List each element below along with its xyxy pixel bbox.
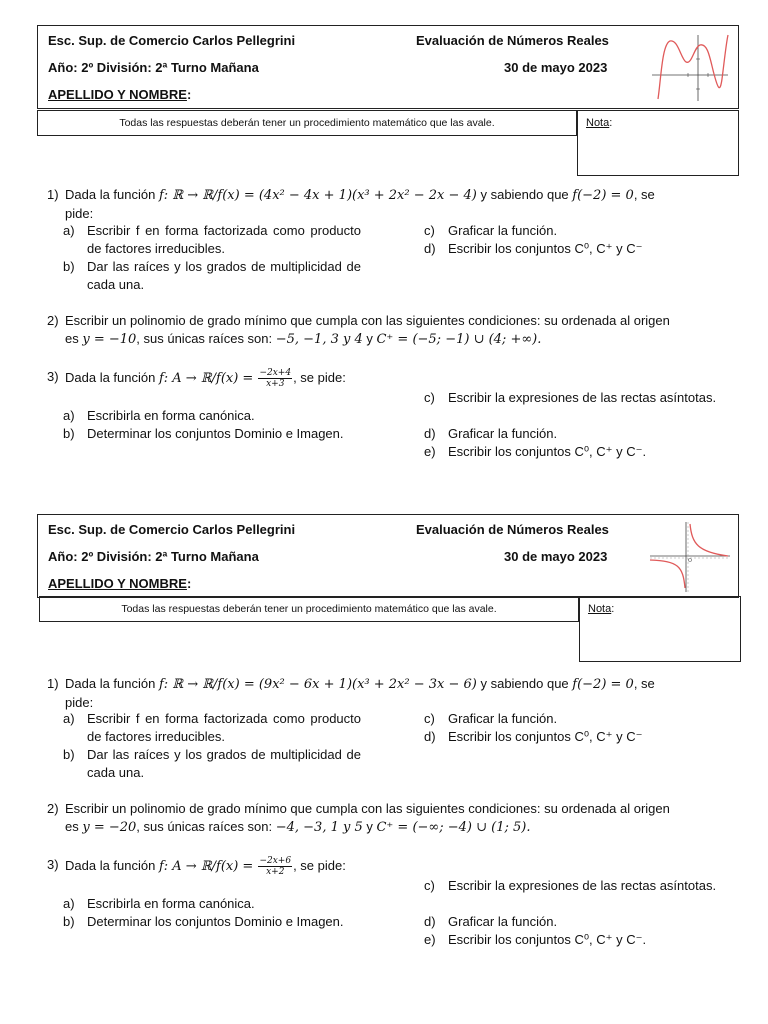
question-1-item-b: b) Dar las raíces y los grados de multiplicidad de cada una.	[63, 747, 361, 780]
question-2: 2) Escribir un polinomio de grado mínimo que cumpla con las siguientes condiciones: su ordenada al origen es y = −10, sus únicas raíces son: −5, −1, 3 y 4 y C⁺ = (−5; −1) ∪ (4; +∞).	[47, 313, 670, 347]
exam-date: 30 de mayo 2023	[504, 60, 608, 75]
question-3-item-e: e) Escribir los conjuntos C⁰, C⁺ y C⁻.	[424, 932, 647, 947]
function-expression: f: ℝ → ℝ/f(x) = (9x² − 6x + 1)(x³ + 2x² − 3x − 6)	[158, 677, 477, 692]
question-1: 1) Dada la función f: ℝ → ℝ/f(x) = (4x² − 4x + 1)(x³ + 2x² − 2x − 4) y sabiendo que f(−2) = 0, se pide:	[47, 187, 655, 221]
question-3-item-a: a) Escribirla en forma canónica.	[63, 896, 255, 911]
question-3-item-c: c) Escribir la expresiones de las rectas asíntotas.	[424, 878, 717, 893]
question-3: 3) Dada la función f: A → ℝ/f(x) = $\frac{-2x+6}{x+2}$ , se pide:	[47, 856, 346, 877]
question-1: 1) Dada la función f: ℝ → ℝ/f(x) = (9x² − 6x + 1)(x³ + 2x² − 3x − 6) y sabiendo que f(−2) = 0, se pide:	[47, 676, 655, 710]
question-1-item-a: a) Escribir f en forma factorizada como producto de factores irreducibles.	[63, 711, 361, 744]
question-3-item-c: c) Escribir la expresiones de las rectas asíntotas.	[424, 390, 717, 405]
question-3: 3) Dada la función f: A → ℝ/f(x) = $\frac{-2x+4}{x+3}$ , se pide:	[47, 368, 346, 389]
question-3-item-d: d) Graficar la función.	[424, 426, 558, 441]
question-1-item-d: d) Escribir los conjuntos C⁰, C⁺ y C⁻	[424, 241, 643, 256]
question-1-item-c: c) Graficar la función.	[424, 223, 558, 238]
grade-box: Nota:	[579, 596, 741, 662]
instructions-notice: Todas las respuestas deberán tener un procedimiento matemático que las avale.	[37, 110, 577, 136]
exam-date: 30 de mayo 2023	[504, 549, 608, 564]
school-name: Esc. Sup. de Comercio Carlos Pellegrini	[48, 522, 296, 537]
question-3-item-b: b) Determinar los conjuntos Dominio e Imagen.	[63, 914, 344, 929]
name-field-label: APELLIDO Y NOMBRE:	[48, 87, 192, 102]
year-division: Año: 2º División: 2ª Turno Mañana	[48, 549, 259, 564]
question-1-item-c: c) Graficar la función.	[424, 711, 558, 726]
rational-function-fraction: $\frac{-2x+4}{x+3}$	[259, 368, 292, 389]
question-1-item-d: d) Escribir los conjuntos C⁰, C⁺ y C⁻	[424, 729, 643, 744]
name-field-label: APELLIDO Y NOMBRE:	[48, 576, 192, 591]
instructions-notice: Todas las respuestas deberán tener un procedimiento matemático que las avale.	[39, 596, 579, 622]
question-3-item-b: b) Determinar los conjuntos Dominio e Imagen.	[63, 426, 344, 441]
exam-title: Evaluación de Números Reales	[416, 522, 609, 537]
question-1-item-a: a) Escribir f en forma factorizada como producto de factores irreducibles.	[63, 223, 361, 256]
hyperbola-graph-thumbnail	[648, 518, 732, 594]
question-3-item-e: e) Escribir los conjuntos C⁰, C⁺ y C⁻.	[424, 444, 647, 459]
question-1-item-b: b) Dar las raíces y los grados de multiplicidad de cada una.	[63, 259, 361, 292]
school-name: Esc. Sup. de Comercio Carlos Pellegrini	[48, 33, 296, 48]
function-expression: f: ℝ → ℝ/f(x) = (4x² − 4x + 1)(x³ + 2x² − 2x − 4)	[158, 188, 477, 203]
polynomial-graph-thumbnail	[648, 29, 732, 105]
question-2: 2) Escribir un polinomio de grado mínimo que cumpla con las siguientes condiciones: su ordenada al origen es y = −20, sus únicas raíces son: −4, −3, 1 y 5 y C⁺ = (−∞; −4) ∪ (1; 5).	[47, 801, 670, 835]
rational-function-fraction: $\frac{-2x+6}{x+2}$	[259, 856, 292, 877]
exam-header	[37, 25, 739, 109]
question-3-item-a: a) Escribirla en forma canónica.	[63, 408, 255, 423]
question-3-item-d: d) Graficar la función.	[424, 914, 558, 929]
exam-title: Evaluación de Números Reales	[416, 33, 609, 48]
grade-box: Nota:	[577, 110, 739, 176]
year-division: Año: 2º División: 2ª Turno Mañana	[48, 60, 259, 75]
exam-header	[37, 514, 739, 598]
